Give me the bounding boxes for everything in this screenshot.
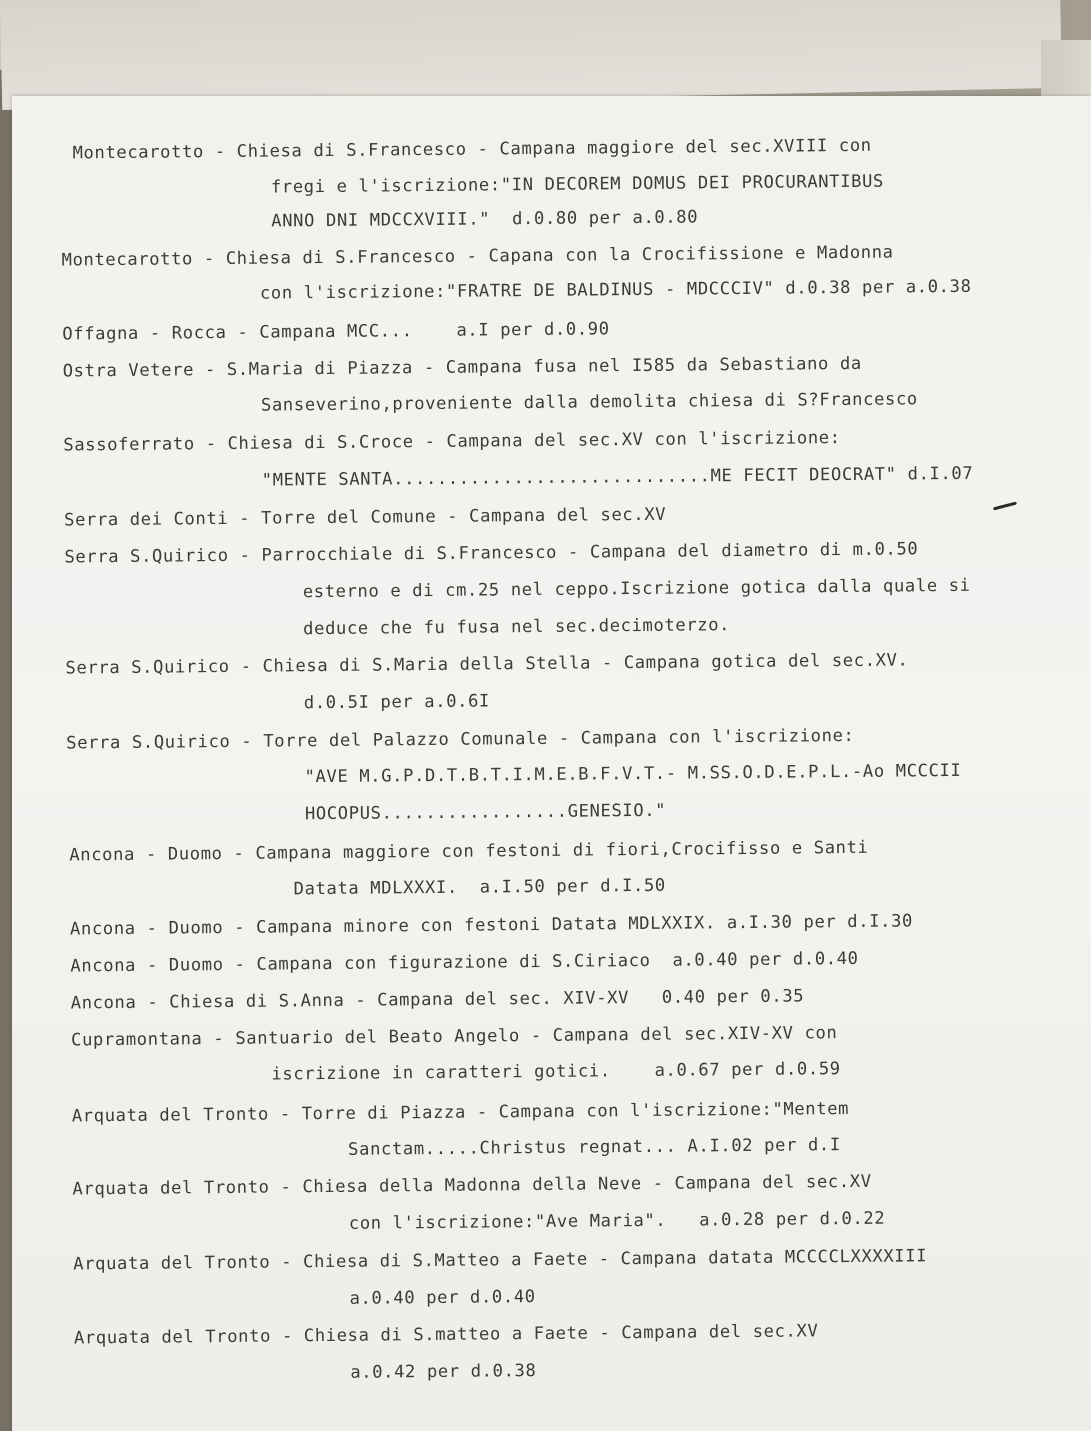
typed-text-block — [12, 86, 1091, 1431]
entry-heading-line: Serra dei Conti - Torre del Comune - Campana del sec.XV — [63, 504, 667, 531]
entry-continuation-line: a.0.42 per d.0.38 — [350, 1361, 537, 1383]
entry-heading-line: Serra S.Quirico - Parrocchiale di S.Francesco - Campana del diametro di m.0.50 — [64, 539, 919, 568]
entry-heading-line: Cupramontana - Santuario del Beato Angelo - Campana del sec.XIV-XV con — [70, 1023, 838, 1051]
entry-heading-line: Ancona - Duomo - Campana con figurazione di S.Ciriaco a.0.40 per d.0.40 — [70, 948, 859, 977]
entry-continuation-line: Datata MDLXXXI. a.I.50 per d.I.50 — [293, 875, 666, 900]
entry-heading-line: Serra S.Quirico - Chiesa di S.Maria della Stella - Campana gotica del sec.XV. — [65, 650, 909, 679]
entry-continuation-line: fregi e l'iscrizione:"IN DECOREM DOMUS DEI PROCURANTIBUS — [270, 171, 885, 198]
entry-continuation-line: esterno e di cm.25 nel ceppo.Iscrizione gotica dalla quale si — [302, 575, 971, 603]
entry-continuation-line: Sanctam.....Christus regnat... A.I.02 per d.I — [348, 1135, 841, 1160]
entry-heading-line: Ancona - Chiesa di S.Anna - Campana del sec. XIV-XV 0.40 per 0.35 — [70, 986, 805, 1014]
entry-continuation-line: con l'iscrizione:"FRATRE DE BALDINUS - MDCCCIV" d.0.38 per a.0.38 — [259, 276, 972, 304]
entry-continuation-line: "AVE M.G.P.D.T.B.T.I.M.E.B.F.V.T.- M.SS.O.D.E.P.L.-Ao MCCCII — [304, 760, 962, 788]
entry-heading-line: Ostra Vetere - S.Maria di Piazza - Campana fusa nel I585 da Sebastiano da — [62, 353, 862, 382]
entry-heading-line: Arquata del Tronto - Chiesa di S.Matteo a Faete - Campana datata MCCCCLXXXXIII — [73, 1246, 928, 1275]
entry-continuation-line: con l'iscrizione:"Ave Maria". a.0.28 per d.0.22 — [348, 1208, 886, 1234]
typewritten-page — [12, 96, 1091, 1431]
entry-continuation-line: a.0.40 per d.0.40 — [349, 1287, 536, 1309]
entry-continuation-line: iscrizione in caratteri gotici. a.0.67 per d.0.59 — [271, 1059, 841, 1085]
entry-continuation-line: Sanseverino,proveniente dalla demolita chiesa di S?Francesco — [260, 389, 918, 416]
entry-continuation-line: HOCOPUS.................GENESIO." — [304, 800, 667, 825]
entry-heading-line: Arquata del Tronto - Torre di Piazza - Campana con l'iscrizione:"Mentem — [71, 1099, 850, 1127]
entry-heading-line: Montecarotto - Chiesa di S.Francesco - Capana con la Crocifissione e Madonna — [61, 242, 894, 271]
entry-heading-line: Offagna - Rocca - Campana MCC... a.I per d.0.90 — [62, 319, 610, 345]
entry-heading-line: Ancona - Duomo - Campana minore con festoni Datata MDLXXIX. a.I.30 per d.I.30 — [69, 911, 914, 940]
pen-mark — [993, 502, 1017, 511]
entry-continuation-line: d.0.5I per a.0.6I — [303, 691, 491, 714]
entry-heading-line: Arquata del Tronto - Chiesa di S.matteo a Faete - Campana del sec.XV — [73, 1321, 819, 1349]
entry-heading-line: Montecarotto - Chiesa di S.Francesco - Campana maggiore del sec.XVIII con — [72, 135, 872, 164]
entry-heading-line: Sassoferrato - Chiesa di S.Croce - Campana del sec.XV con l'iscrizione: — [63, 428, 841, 456]
entry-continuation-line: deduce che fu fusa nel sec.decimoterzo. — [303, 615, 731, 640]
entry-continuation-line: ANNO DNI MDCCXVIII." d.0.80 per a.0.80 — [271, 207, 699, 232]
entry-continuation-line: "MENTE SANTA.............................ME FECIT DEOCRAT" d.I.07 — [261, 463, 974, 491]
entry-heading-line: Arquata del Tronto - Chiesa della Madonna della Neve - Campana del sec.XV — [72, 1171, 872, 1200]
entry-heading-line: Ancona - Duomo - Campana maggiore con festoni di fiori,Crocifisso e Santi — [69, 837, 869, 866]
entry-heading-line: Serra S.Quirico - Torre del Palazzo Comunale - Campana con l'iscrizione: — [66, 725, 855, 754]
